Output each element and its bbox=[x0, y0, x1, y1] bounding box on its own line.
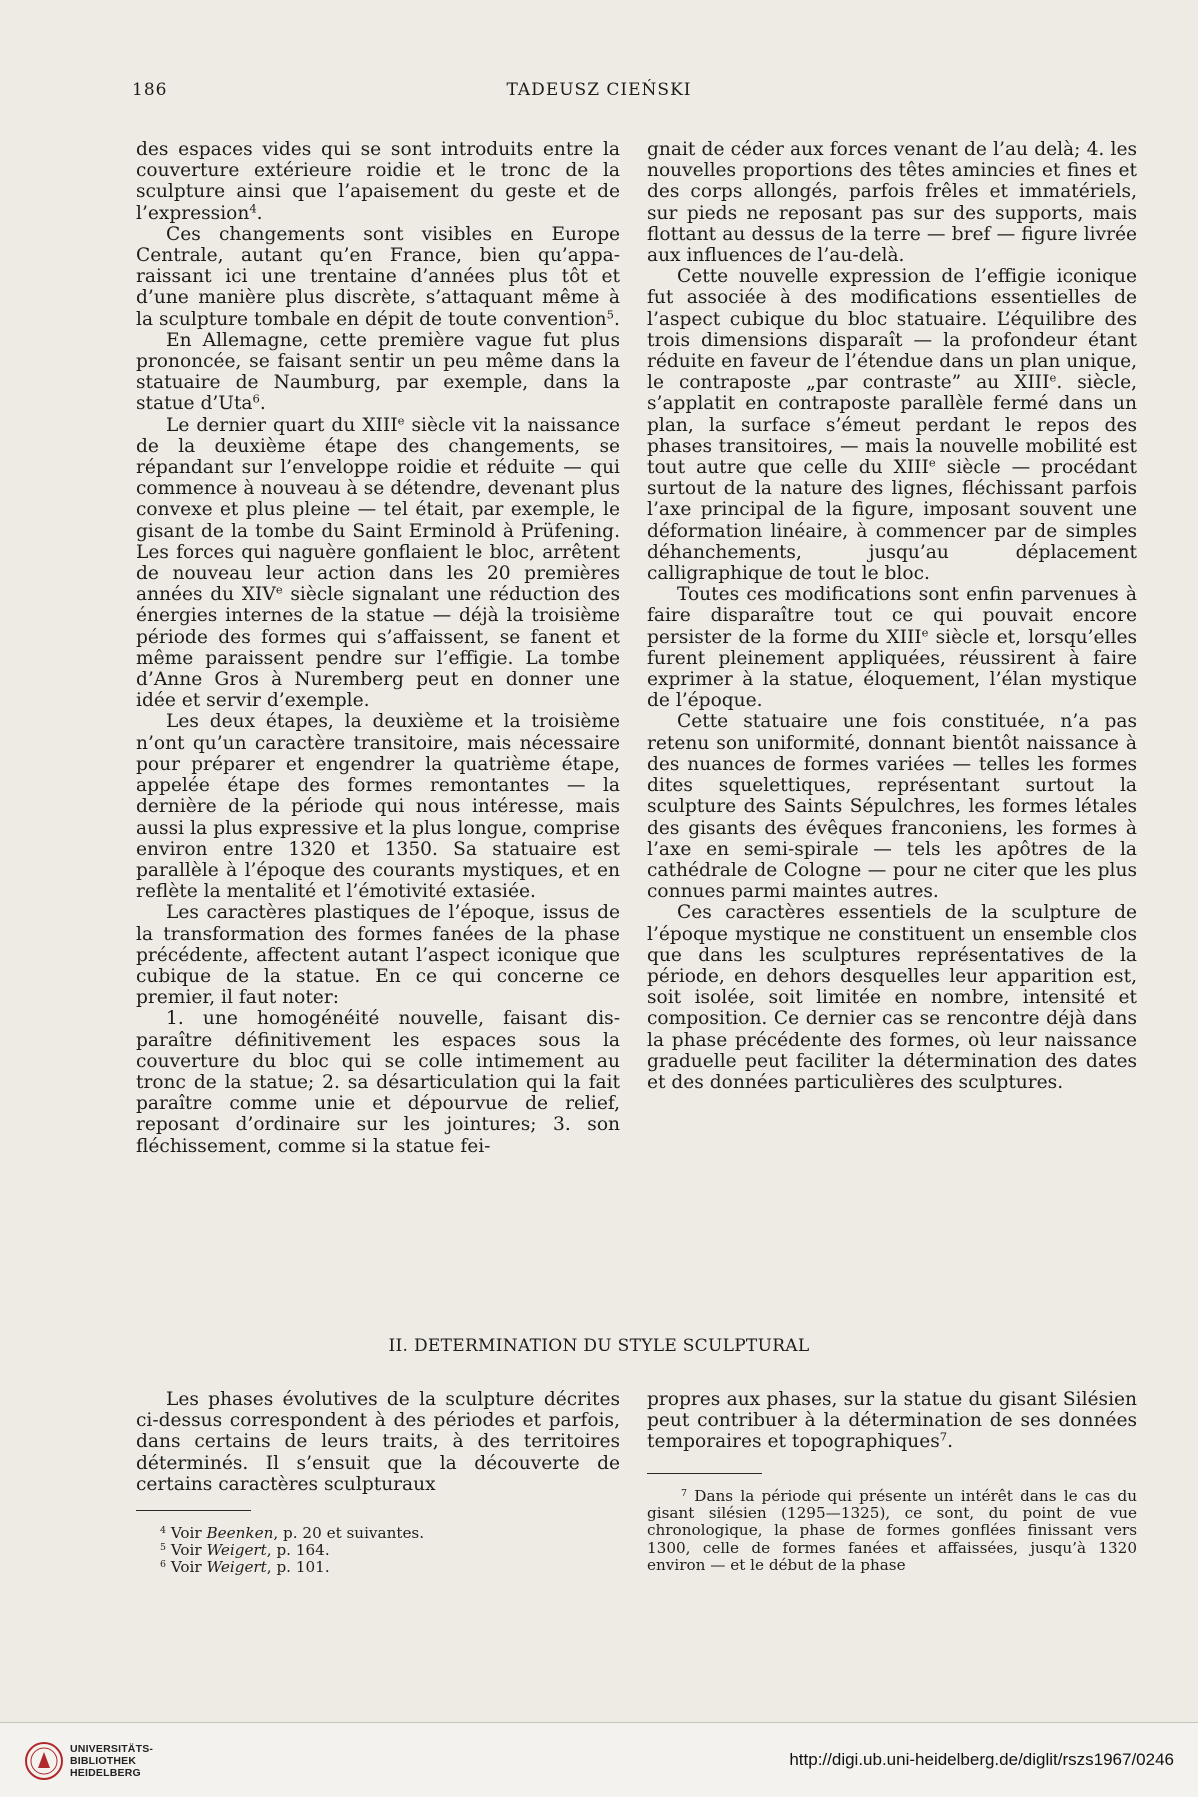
footnote-separator bbox=[136, 1510, 251, 1511]
institution-name: UNIVERSITÄTS- BIBLIOTHEK HEIDELBERG bbox=[70, 1743, 154, 1779]
right-column-bottom bbox=[647, 1389, 1137, 1453]
page-header bbox=[0, 80, 1198, 110]
footnote: $^5$ Voir Weigert, p. 164. bbox=[160, 1541, 330, 1560]
footnote: $^6$ Voir Weigert, p. 101. bbox=[160, 1558, 330, 1577]
paragraph: gnait de céder aux forces venant de l’au delà; 4. les nouvelles proportions des têtes amincies et fines et des corps allongés, parfois frêles et immatériels, sur pieds ne reposant pas sur des supports, mais flottant au dessus de la terre — bref — figure livrée aux influences de l’au-delà. bbox=[647, 139, 1137, 267]
paragraph: Les caractères plastiques de l’époque, issus de la transformation des formes fanées de la phase précédente, affectent autant l’aspect iconique que cubique de la statue. En ce qui concerne ce premier, il faut noter: bbox=[136, 902, 620, 1009]
page-footer bbox=[0, 1723, 1198, 1797]
paragraph: Cette statuaire une fois constituée, n’a pas retenu son uniformité, donnant bientôt naissance à des nuances de formes variées — telles les formes dites squelettiques, représentant surtout la sculpture des Saints Sépulchres, les formes létales des gisants des évêques franconiens, les formes à l’axe en semi-spirale — tels les apôtres de la cathédrale de Cologne — pour ne citer que les plus connues parmi maintes autres. bbox=[647, 711, 1137, 903]
university-seal-icon bbox=[24, 1741, 64, 1781]
paragraph: Ces caractères essentiels de la sculpture de l’époque mystique ne constituent un ensemble clos que dans les sculptures représentatives de la période, en dehors desquelles leur apparition est, soit isolée, soit limitée en nombre, intensité et composition. Ce dernier cas se rencontre déjà dans la phase précédente des formes, où leur naissance graduelle peut faciliter la détermination des dates et des données particulières des sculptures. bbox=[647, 902, 1137, 1093]
paragraph: En Allemagne, cette première vague fut plus prononcée, se faisant sentir un peu même dans la statuaire de Naumburg, par exemple, dans la statue d’Uta$^6$. bbox=[136, 329, 620, 415]
permalink-url[interactable]: http://digi.ub.uni-heidelberg.de/diglit/rszs1967/0246 bbox=[789, 1750, 1174, 1769]
footnote-ref[interactable]: 5 bbox=[606, 307, 614, 322]
paragraph: Le dernier quart du XIIIe siècle vit la naissance de la deuxième étape des changements, se répandant sur l’enveloppe roidie et réduite — qui commence à nouveau à se détendre, devenant plus convexe et plus pleine — tel était, par exemple, le gisant de la tombe du Saint Erminold à Prüfening. Les forces qui naguère gonflaient le bloc, arrêtent de nouveau leur action dans les 20 premières années du XIVe siècle signalant une réduction des énergies internes de la statue — déjà la troisième période des formes qui s’affaissent, se fanent et même paraissent pendre sur l’effigie. La tombe d’Anne Gros à Nuremberg peut en donner une idée et servir d’exemple. bbox=[136, 413, 620, 712]
running-head: TADEUSZ CIEŃSKI bbox=[506, 80, 692, 100]
paragraph: des espaces vides qui se sont introduits entre la couverture extérieure roidie et le tronc de la sculpture ainsi que l’apaisement du geste et de l’expression$^4$. bbox=[136, 139, 620, 224]
paragraph: Toutes ces modifications sont enfin parvenues à faire disparaître tout ce qui pouvait encore persister de la forme du XIIIe siècle et, lorsqu’elles furent pleinement appliquées, réussirent à faire exprimer à la statue, éloquement, l’élan mystique de l’époque. bbox=[647, 584, 1137, 712]
footnote: $^7$ Dans la période qui présente un intérêt dans le cas du gisant silésien (1295—1325), ce sont, du point de vue chronologique, la phase de formes gonflées finissant vers 1300, celle de formes fanées et affaissées, jusqu’à 1320 environ — et le début de la phase bbox=[647, 1487, 1137, 1574]
footnote-ref[interactable]: 7 bbox=[939, 1430, 948, 1445]
footnotes-left bbox=[160, 1525, 600, 1577]
right-column-top bbox=[647, 139, 1137, 1093]
footnote: $^4$ Voir Beenken, p. 20 et suivantes. bbox=[160, 1524, 425, 1542]
paragraph: Les phases évolutives de la sculpture décrites ci-dessus correspondent à des périodes et parfois, dans certains de leurs traits, à des territoires déterminés. Il s’ensuit que la découverte de certains caractères sculpturaux bbox=[136, 1389, 620, 1495]
footnote-ref[interactable]: 6 bbox=[252, 392, 260, 407]
footnote-right bbox=[647, 1488, 1137, 1574]
page-number: 186 bbox=[132, 80, 168, 100]
footnote-separator bbox=[647, 1473, 762, 1474]
left-column-top bbox=[136, 139, 620, 1157]
footnote-ref[interactable]: 4 bbox=[249, 201, 257, 216]
paragraph: Ces changements sont visibles en Europe Centrale, autant qu’en France, bien qu’apparaissant ici une trentaine d’années plus tôt et d’une manière plus discrète, s’attaquant même à la sculpture tombale en dépit de toute convention$^5$. bbox=[136, 223, 620, 330]
paragraph: 1. une homogénéité nouvelle, faisant disparaître définitivement les espaces sous la couverture du bloc qui se colle intimement au tronc de la statue; 2. sa désarticulation qui la fait paraître comme unie et dépourvue de relief, reposant d’ordinaire sur les jointures; 3. son fléchissement, comme si la statue fei- bbox=[136, 1008, 620, 1157]
left-column-bottom bbox=[136, 1389, 620, 1495]
paragraph: propres aux phases, sur la statue du gisant Silésien peut contribuer à la détermination de ses données temporaires et topographiques$^7$. bbox=[647, 1389, 1137, 1453]
paragraph: Les deux étapes, la deuxième et la troisième n’ont qu’un caractère transitoire, mais nécessaire pour préparer et engendrer la quatrième étape, appelée étape des formes remontantes — la dernière de la période qui nous intéresse, mais aussi la plus expressive et la plus longue, comprise environ entre 1320 et 1350. Sa statuaire est parallèle à l’époque des courants mystiques, et en reflète la mentalité et l’émotivité extasiée. bbox=[136, 711, 620, 903]
section-heading: II. DETERMINATION DU STYLE SCULPTURAL bbox=[388, 1336, 810, 1356]
paragraph: Cette nouvelle expression de l’effigie iconique fut associée à des modifications essentielles de l’aspect cubique du bloc statuaire. L’équilibre des trois dimensions disparaît — la profondeur étant réduite en faveur de l’étendue dans un plan unique, le contraposte „par contraste” au XIIIe. siècle, s’applatit en contraposte parallèle fermé dans un plan, la surface s’émeut perdant le repos des phases transitoires, — mais la nouvelle mobilité est tout autre que celle du XIIIe siècle — procédant surtout de la nature des lignes, fléchissant parfois l’axe principal de la figure, imposant souvent une déformation linéaire, à commencer par de simples déhanchements, jusqu’au déplacement calligraphique de tout le bloc. bbox=[647, 266, 1138, 585]
